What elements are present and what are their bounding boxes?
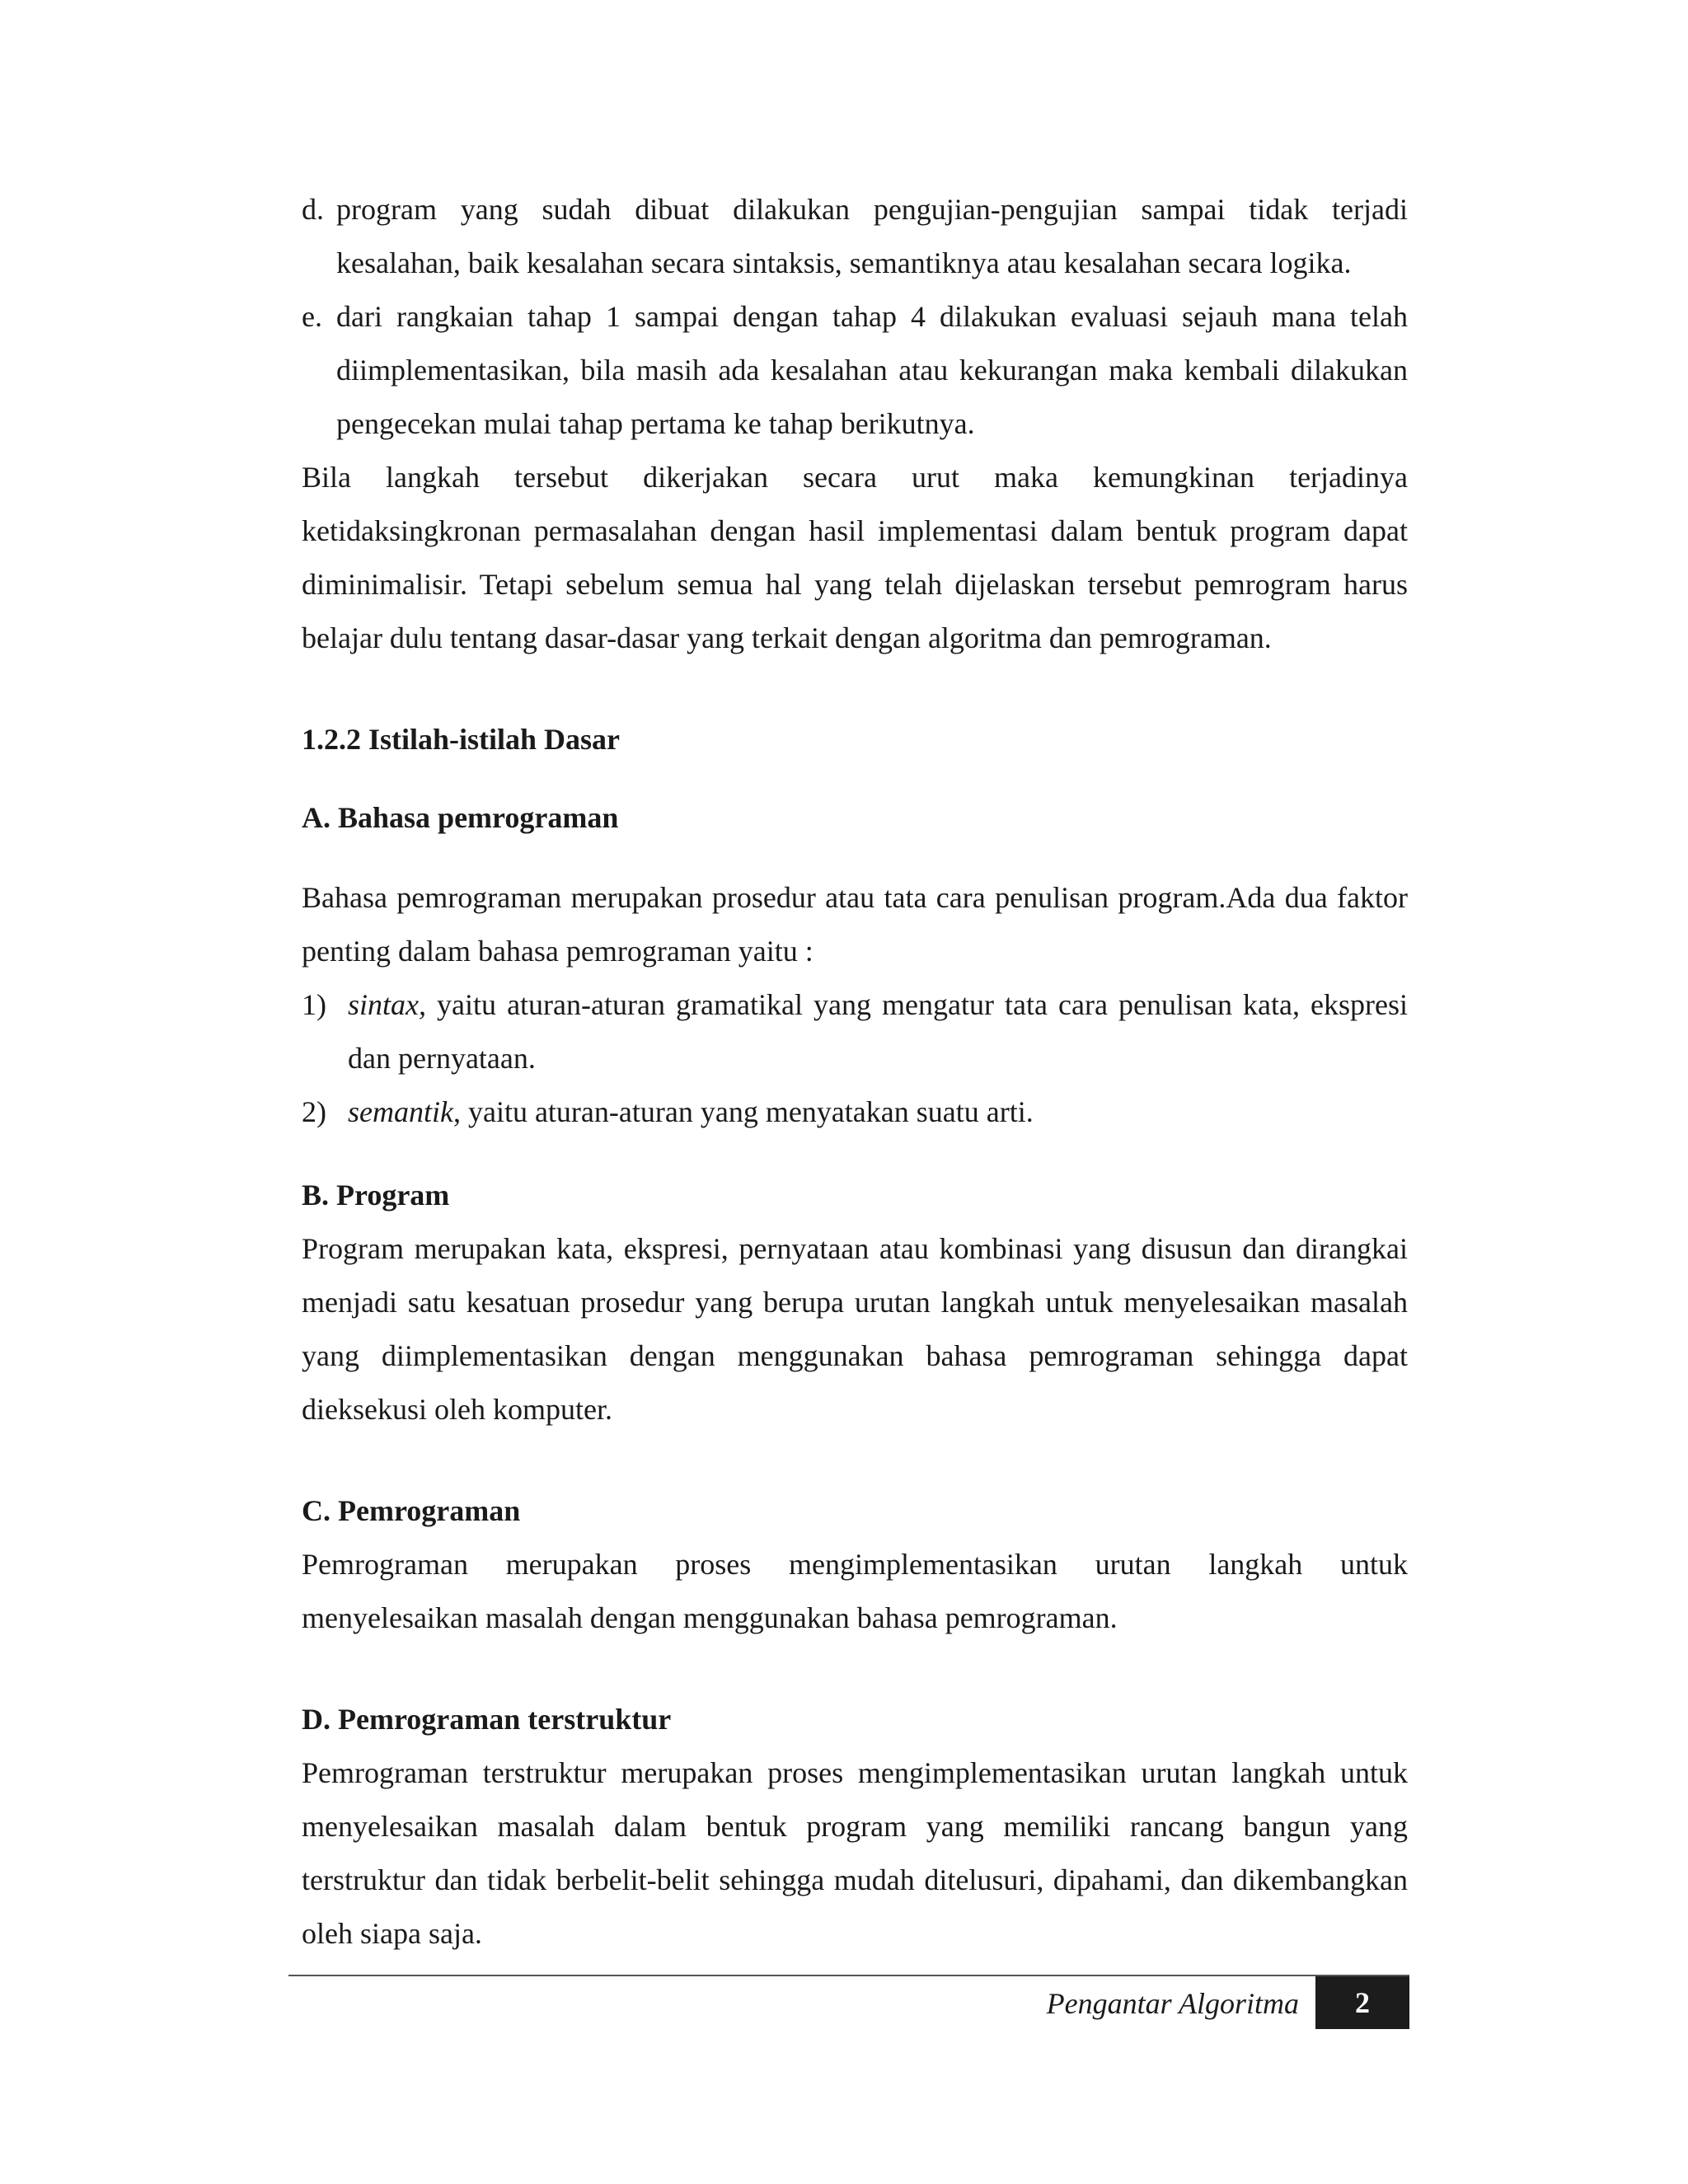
page-number-badge: 2 <box>1315 1976 1409 2029</box>
list-marker: d. <box>302 193 324 226</box>
list-marker: 2) <box>302 1095 326 1128</box>
list-item-text <box>348 1085 1408 1139</box>
subsection-heading-d: D. Pemrograman terstruktur <box>302 1703 672 1736</box>
term-definition: yaitu aturan-aturan gramatikal yang mengatur tata cara penulisan kata, ekspresi dan pernyataan. <box>348 988 1408 1075</box>
list-item-1 <box>302 978 1408 1085</box>
list-item-e <box>302 290 1408 451</box>
subsection-paragraph-c: Pemrograman merupakan proses mengimplementasikan urutan langkah untuk menyelesaikan masalah dengan menggunakan bahasa pemrograman. <box>302 1548 1408 1634</box>
term-semantik: semantik <box>348 1095 453 1128</box>
list-marker: e. <box>302 300 322 333</box>
page-content <box>302 183 1408 1961</box>
list-item-d <box>302 183 1408 290</box>
subsection-paragraph-a: Bahasa pemrograman merupakan prosedur atau tata cara penulisan program.Ada dua faktor penting dalam bahasa pemrograman yaitu : <box>302 881 1408 968</box>
term-sintax: sintax, <box>348 988 426 1021</box>
intro-paragraph: Bila langkah tersebut dikerjakan secara urut maka kemungkinan terjadinya ketidaksingkronan permasalahan dengan hasil implementasi dalam bentuk program dapat diminimalisir. Tetapi sebelum semua hal yang telah dijelaskan tersebut pemrogram harus belajar dulu tentang dasar-dasar yang terkait dengan algoritma dan pemrograman. <box>302 461 1408 654</box>
subsection-heading-b: B. Program <box>302 1179 450 1212</box>
list-marker: 1) <box>302 988 326 1021</box>
list-item-2 <box>302 1085 1408 1139</box>
subsection-paragraph-b: Program merupakan kata, ekspresi, pernyataan atau kombinasi yang disusun dan dirangkai menjadi satu kesatuan prosedur yang berupa urutan langkah untuk menyelesaikan masalah yang diimplementasikan dengan menggunakan bahasa pemrograman sehingga dapat dieksekusi oleh komputer. <box>302 1232 1408 1426</box>
term-definition: , yaitu aturan-aturan yang menyatakan suatu arti. <box>452 1095 1034 1128</box>
subsection-heading-a: A. Bahasa pemrograman <box>302 801 619 834</box>
list-item-text <box>348 978 1408 1085</box>
section-heading: 1.2.2 Istilah-istilah Dasar <box>302 723 621 756</box>
footer-divider <box>288 1975 1409 1976</box>
subsection-heading-c: C. Pemrograman <box>302 1494 521 1527</box>
list-item-text: program yang sudah dibuat dilakukan pengujian-pengujian sampai tidak terjadi kesalahan, baik kesalahan secara sintaksis, semantiknya atau kesalahan secara logika. <box>336 193 1408 279</box>
subsection-paragraph-d: Pemrograman terstruktur merupakan proses mengimplementasikan urutan langkah untuk menyelesaikan masalah dalam bentuk program yang memiliki rancang bangun yang terstruktur dan tidak berbelit-belit sehingga mudah ditelusuri, dipahami, dan dikembangkan oleh siapa saja. <box>302 1756 1408 1950</box>
footer-book-title: Pengantar Algoritma <box>1046 1987 1299 2020</box>
list-item-text: dari rangkaian tahap 1 sampai dengan tahap 4 dilakukan evaluasi sejauh mana telah diimplementasikan, bila masih ada kesalahan atau kekurangan maka kembali dilakukan pengecekan mulai tahap pertama ke tahap berikutnya. <box>336 300 1408 440</box>
